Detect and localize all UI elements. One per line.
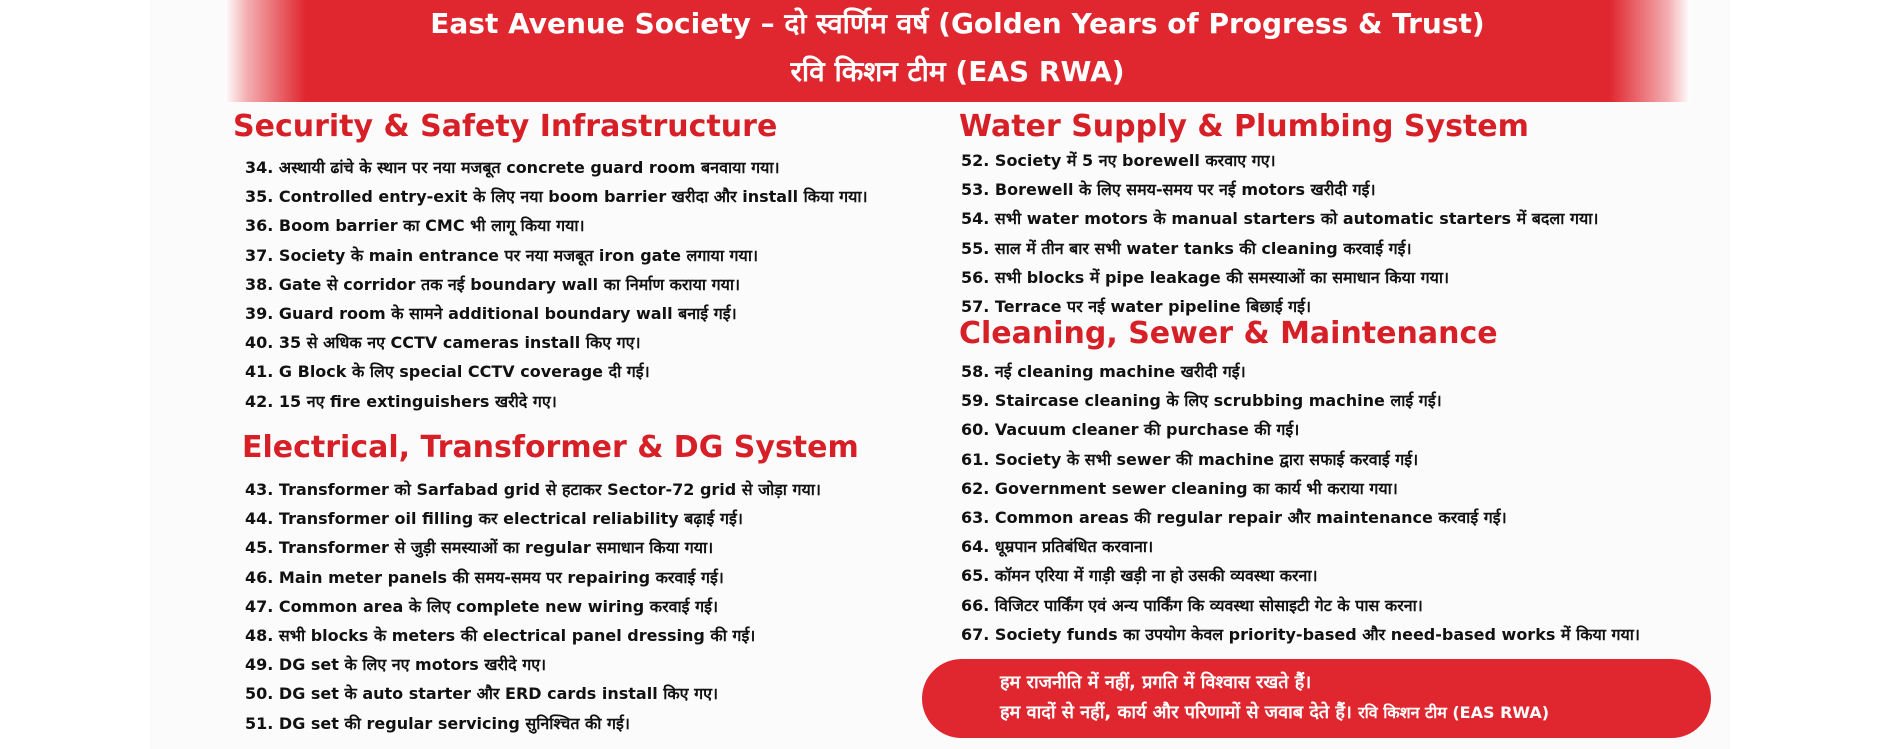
section-title-cleaning: Cleaning, Sewer & Maintenance [959,316,1498,351]
list-item: 56. सभी blocks में pipe leakage की समस्याओं का समाधान किया गया। [961,267,1450,287]
section-title-electrical: Electrical, Transformer & DG System [242,430,859,465]
list-item: 49. DG set के लिए नए motors खरीदे गए। [245,655,547,675]
list-item: 41. G Block के लिए special CCTV coverage दी गई। [245,362,650,382]
list-item: 47. Common area के लिए complete new wiring करवाई गई। [245,596,719,616]
list-item: 57. Terrace पर नई water pipeline बिछाई गई। [961,296,1312,316]
banner-title: East Avenue Society – दो स्वर्णिम वर्ष (Golden Years of Progress & Trust) [430,7,1485,40]
list-item: 46. Main meter panels की समय-समय पर repairing करवाई गई। [245,567,724,587]
list-item: 43. Transformer को Sarfabad grid से हटाकर Sector-72 grid से जोड़ा गया। [245,480,821,499]
list-item: 60. Vacuum cleaner की purchase की गई। [961,420,1300,440]
list-item: 67. Society funds का उपयोग केवल priority-based और need-based works में किया गया। [961,624,1640,644]
list-item: 65. कॉमन एरिया में गाड़ी खड़ी ना हो उसकी व्यवस्था करना। [961,566,1318,586]
list-item: 59. Staircase cleaning के लिए scrubbing machine लाई गई। [961,391,1442,411]
electrical-list [245,475,821,738]
list-item: 34. अस्थायी ढांचे के स्थान पर नया मजबूत concrete guard room बनवाया गया। [245,158,780,177]
list-item: 64. धूम्रपान प्रतिबंधित करवाना। [961,537,1154,557]
header-banner [225,0,1690,102]
list-item: 61. Society के सभी sewer की machine द्वारा सफाई करवाई गई। [961,449,1419,469]
list-item: 44. Transformer oil filling कर electrical reliability बढ़ाई गई। [245,509,743,529]
section-title-security: Security & Safety Infrastructure [233,109,778,144]
list-item: 35. Controlled entry-exit के लिए नया boom barrier खरीदा और install किया गया। [245,187,868,207]
list-item: 42. 15 नए fire extinguishers खरीदे गए। [245,391,557,411]
list-item: 45. Transformer से जुड़ी समस्याओं का regular समाधान किया गया। [245,538,714,558]
list-item: 40. 35 से अधिक नए CCTV cameras install किए गए। [245,333,641,353]
footer-slogan-line2 [1000,699,1549,727]
footer-signature: रवि किशन टीम (EAS RWA) [1358,703,1550,722]
list-item: 51. DG set की regular servicing सुनिश्चित की गई। [245,713,630,733]
footer-slogan-line1: हम राजनीति में नहीं, प्रगति में विश्वास रखते हैं। [1000,672,1312,693]
footer-slogan-text: हम वादों से नहीं, कार्य और परिणामों से जवाब देते हैं। [1000,702,1352,723]
list-item: 66. विजिटर पार्किंग एवं अन्य पार्किंग कि व्यवस्था सोसाइटी गेट के पास करना। [961,595,1423,615]
section-title-water: Water Supply & Plumbing System [959,109,1529,144]
list-item: 53. Borewell के लिए समय-समय पर नई motors खरीदी गई। [961,180,1376,200]
security-list [245,153,868,416]
water-list [961,146,1598,321]
list-item: 54. सभी water motors के manual starters को automatic starters में बदला गया। [961,209,1599,229]
list-item: 38. Gate से corridor तक नई boundary wall का निर्माण कराया गया। [245,274,741,294]
list-item: 63. Common areas की regular repair और maintenance करवाई गई। [961,507,1507,527]
banner-subtitle: रवि किशन टीम (EAS RWA) [790,55,1125,88]
cleaning-list [961,357,1640,649]
list-item: 37. Society के main entrance पर नया मजबूत iron gate लगाया गया। [245,245,759,265]
list-item: 39. Guard room के सामने additional boundary wall बनाई गई। [245,303,737,323]
list-item: 48. सभी blocks के meters की electrical panel dressing की गई। [245,625,756,645]
list-item: 52. Society में 5 नए borewell करवाए गए। [961,151,1276,170]
list-item: 36. Boom barrier का CMC भी लागू किया गया। [245,216,585,236]
list-item: 50. DG set के auto starter और ERD cards install किए गए। [245,684,719,704]
list-item: 58. नई cleaning machine खरीदी गई। [961,362,1246,381]
list-item: 55. साल में तीन बार सभी water tanks की cleaning करवाई गई। [961,238,1412,258]
footer-slogan-banner [922,659,1711,738]
list-item: 62. Government sewer cleaning का कार्य भी कराया गया। [961,478,1398,498]
